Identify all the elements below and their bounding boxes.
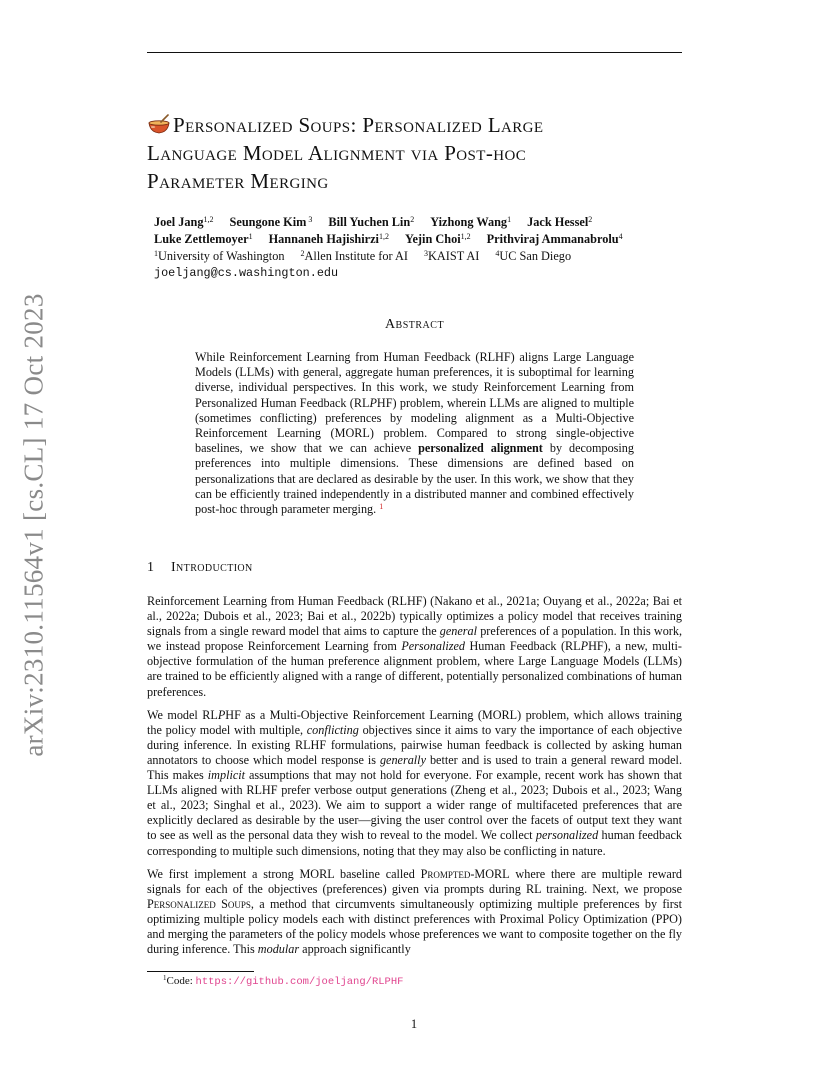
affiliation: KAIST AI	[428, 249, 480, 263]
abstract-body	[195, 350, 634, 517]
abstract-heading: Abstract	[384, 317, 445, 332]
author-sup: 3	[306, 215, 313, 224]
author-sup: 1	[507, 215, 512, 224]
title-line-1: Personalized Soups: Personalized Large	[173, 113, 544, 137]
paragraph-3: We first implement a strong MORL baseline called Prompted-MORL where there are multiple reward signals for each of the objectives (preferences) given via prompts during RL training. Next, we propose Personalized Soups, a method that circumvents simultaneously optimizing multiple preferences by first optimizing multiple policy models each with distinct preferences with Proximal Policy Optimization (PPO) and merging the parameters of the policy models whose preferences we want to composite together on the fly during inference. This modular approach significantly	[147, 866, 682, 957]
footnote	[163, 975, 403, 988]
code-url-link[interactable]: https://github.com/joeljang/RLPHF	[195, 976, 404, 988]
paper-title	[147, 111, 682, 195]
footnote-number: 1	[163, 974, 167, 982]
author-name: Prithviraj Ammanabrolu	[486, 232, 619, 246]
author-name: Bill Yuchen Lin	[328, 215, 411, 229]
affiliations	[154, 248, 684, 265]
footnote-label: Code:	[166, 975, 196, 987]
abstract-text: by decomposing preferences into multiple dimensions. These dimensions are defined based on personalizations that are declared as desirable by the user. In this work, we show that they can be efficiently trained independently in a distributed manner and combined effectively post-hoc through parameter merging.	[195, 441, 634, 517]
author-sup: 2	[588, 215, 593, 224]
paragraph-2: We model RLPHF as a Multi-Objective Reinforcement Learning (MORL) problem, which allows training the policy model with multiple, conflicting objectives since it aims to vary the importance of each objective during inference. In existing RLHF formulations, pairwise human feedback is collected by asking human annotators to choose which model response is generally better and is used to train a general reward model. This makes implicit assumptions that may not hold for everyone. For example, recent work has shown that LLMs aligned with RLHF prefer verbose output generations (Zheng et al., 2023; Dubois et al., 2023; Wang et al., 2023; Singhal et al., 2023). We aim to support a wider range of multifaceted preferences that are explicitly declared as desirable by the user—giving the user control over the facets of output text they want to see as well as the personal data they wish to reveal to the model. We collect personalized human feedback corresponding to multiple such dimensions, noting that they may also be conflicting in nature.	[147, 707, 682, 858]
author-name: Yizhong Wang	[430, 215, 508, 229]
author-name: Hannaneh Hajishirzi	[268, 232, 379, 246]
arxiv-stamp	[14, 290, 54, 760]
author-email: joeljang@cs.washington.edu	[154, 266, 339, 280]
abstract-bold: personalized alignment	[418, 441, 543, 456]
section-title: Introduction	[171, 560, 253, 575]
aff-sup: 1	[154, 249, 158, 258]
abstract-text: While Reinforcement Learning from Human Feedback (RLHF) aligns Large Language Models (LLMs) with general, aggregate human preferences, it is suboptimal for learning diverse, individual perspectives. In this work, we study Reinforcement Learning from Personalized Human Feedback (RL	[195, 350, 634, 410]
footnote-link[interactable]: 1	[379, 502, 384, 512]
affiliation: Allen Institute for AI	[304, 249, 409, 263]
abstract-text-italic: P	[369, 395, 377, 410]
affiliation: UC San Diego	[499, 249, 572, 263]
author-name: Luke Zettlemoyer	[154, 232, 249, 246]
aff-sup: 3	[424, 249, 429, 258]
author-sup: 1,2	[203, 215, 214, 224]
author-sup: 4	[618, 232, 623, 241]
author-name: Jack Hessel	[527, 215, 589, 229]
title-line-2: Language Model Alignment via Post-hoc	[147, 141, 527, 165]
author-line-1	[154, 214, 684, 231]
footnote-rule	[147, 971, 254, 972]
aff-sup: 4	[495, 249, 500, 258]
page-number: 1	[410, 1017, 418, 1031]
soup-bowl-icon	[147, 113, 171, 133]
section-number: 1	[147, 560, 155, 575]
section-heading	[147, 560, 253, 576]
affiliation: University of Washington	[158, 249, 285, 263]
aff-sup: 2	[300, 249, 305, 258]
top-rule	[147, 52, 682, 53]
author-sup: 1,2	[460, 232, 471, 241]
author-sup: 2	[410, 215, 415, 224]
author-sup: 1	[248, 232, 253, 241]
author-name: Joel Jang	[154, 215, 204, 229]
arxiv-stamp-text: arXiv:2310.11564v1 [cs.CL] 17 Oct 2023	[18, 293, 49, 757]
author-sup: 1,2	[378, 232, 389, 241]
author-name: Yejin Choi	[404, 232, 461, 246]
author-block	[154, 214, 684, 282]
title-line-3: Parameter Merging	[147, 169, 329, 193]
author-name: Seungone Kim	[229, 215, 307, 229]
paragraph-1: Reinforcement Learning from Human Feedback (RLHF) (Nakano et al., 2021a; Ouyang et al., 2022a; Bai et al., 2022a; Dubois et al., 2023; Bai et al., 2022b) typically optimizes a policy model that receives training signals from a single reward model that aims to capture the general preferences of a population. In this work, we instead propose Reinforcement Learning from Personalized Human Feedback (RLPHF), a new, multi-objective formulation of the human preference alignment problem, where Large Language Models (LLMs) are trained to be efficiently aligned with a range of different, potentially personalized combinations of human preferences.	[147, 594, 682, 699]
author-line-2	[154, 231, 684, 248]
intro-body	[147, 594, 682, 965]
abstract-text: HF) problem, wherein LLMs are aligned to multiple (sometimes conflicting) preferences by modeling alignment as a Multi-Objective Reinforcement Learning (MORL) problem. Compared to strong single-objective baselines, we show that we can achieve	[195, 395, 634, 456]
